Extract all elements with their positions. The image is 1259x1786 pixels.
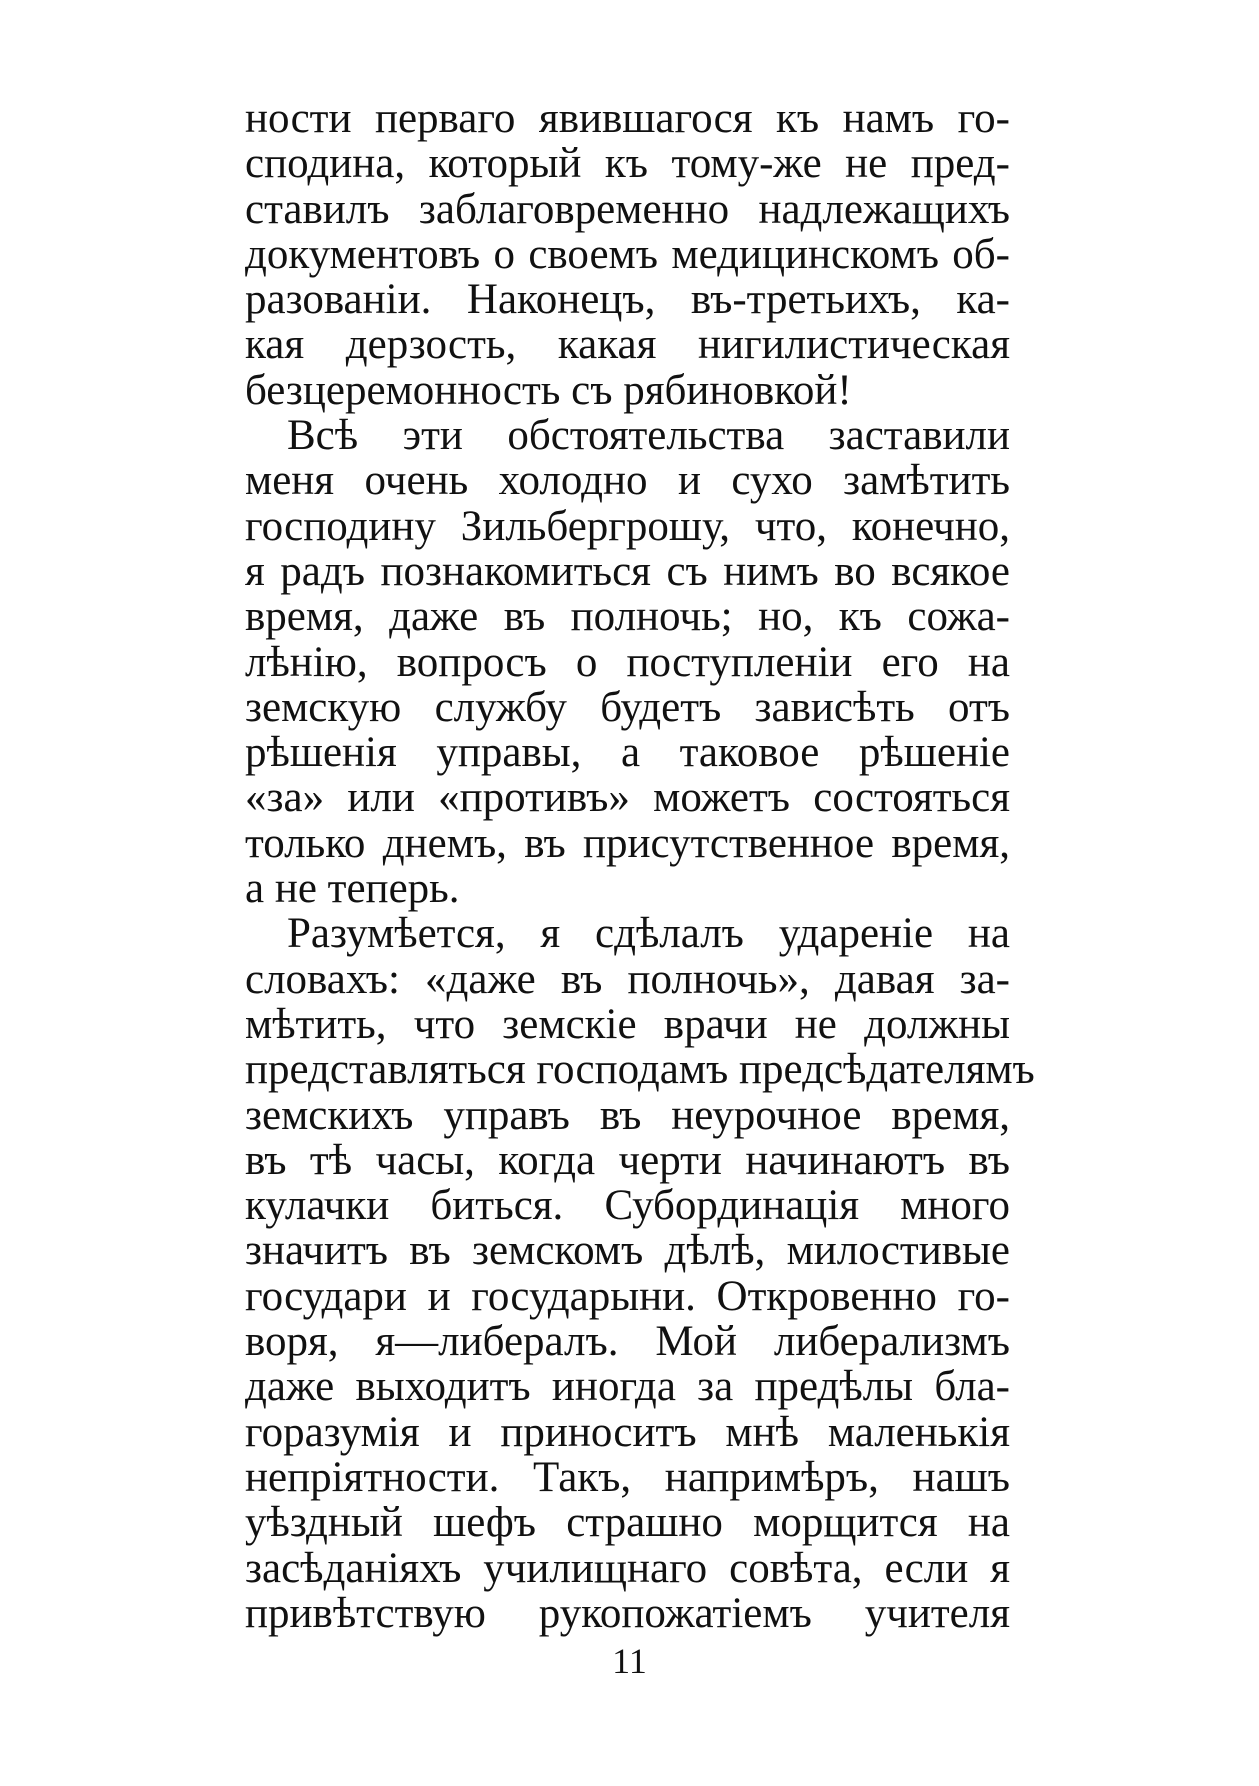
- text-line: горазумія и приноситъ мнѣ маленькія: [245, 1408, 1010, 1456]
- text-line: уѣздный шефъ страшно морщится на: [245, 1499, 1010, 1547]
- text-line: воря, я—либералъ. Мой либерализмъ: [245, 1318, 1010, 1366]
- text-line: разованіи. Наконецъ, въ-третьихъ, ка-: [245, 276, 1010, 324]
- text-line: значитъ въ земскомъ дѣлѣ, милостивые: [245, 1227, 1010, 1275]
- paragraph-start-line: Разумѣется, я сдѣлалъ удареніе на: [287, 910, 1010, 958]
- text-line: рѣшенія управы, а таковое рѣшеніе: [245, 729, 1010, 777]
- text-line: государи и государыни. Откровенно го-: [245, 1272, 1010, 1320]
- text-line: даже выходитъ иногда за предѣлы бла-: [245, 1363, 1010, 1411]
- text-line: меня очень холодно и сухо замѣтить: [245, 457, 1010, 505]
- text-line: привѣтствую рукопожатіемъ учителя: [245, 1589, 1010, 1637]
- text-line: господину Зильбергрошу, что, конечно,: [245, 502, 1010, 550]
- text-line: земскихъ управъ въ неурочное время,: [245, 1091, 1010, 1139]
- text-line: «за» или «противъ» можетъ состояться: [245, 774, 1010, 822]
- text-line: словахъ: «даже въ полночь», давая за-: [245, 955, 1010, 1003]
- text-line: засѣданіяхъ училищнаго совѣта, если я: [245, 1544, 1010, 1592]
- page-text: [245, 95, 1035, 1637]
- text-line: мѣтить, что земскіе врачи не должны: [245, 1000, 1010, 1048]
- text-line: земскую службу будетъ зависѣть отъ: [245, 683, 1010, 731]
- text-line: безцеремонность съ рябиновкой!: [245, 366, 852, 414]
- text-line: ставилъ заблаговременно надлежащихъ: [245, 185, 1010, 233]
- text-line: лѣнію, вопросъ о поступленіи его на: [245, 638, 1010, 686]
- text-line: а не теперь.: [245, 865, 460, 913]
- text-line: сподина, который къ тому-же не пред-: [245, 140, 1010, 188]
- text-line: въ тѣ часы, когда черти начинаютъ въ: [245, 1136, 1010, 1184]
- text-line: представляться господамъ предсѣдателямъ: [245, 1046, 1035, 1094]
- text-line: время, даже въ полночь; но, къ сожа-: [245, 593, 1010, 641]
- text-line: я радъ познакомиться съ нимъ во всякое: [245, 547, 1010, 595]
- text-line: кая дерзость, какая нигилистическая: [245, 321, 1010, 369]
- text-line: непріятности. Такъ, напримѣръ, нашъ: [245, 1453, 1010, 1501]
- paragraph-start-line: Всѣ эти обстоятельства заставили: [287, 412, 1010, 460]
- text-line: только днемъ, въ присутственное время,: [245, 819, 1010, 867]
- text-line: документовъ о своемъ медицинскомъ об-: [245, 230, 1010, 278]
- page-number: 11: [612, 1641, 647, 1681]
- text-line: кулачки биться. Субординація много: [245, 1182, 1010, 1230]
- text-line: ности перваго явившагося къ намъ го-: [245, 95, 1010, 142]
